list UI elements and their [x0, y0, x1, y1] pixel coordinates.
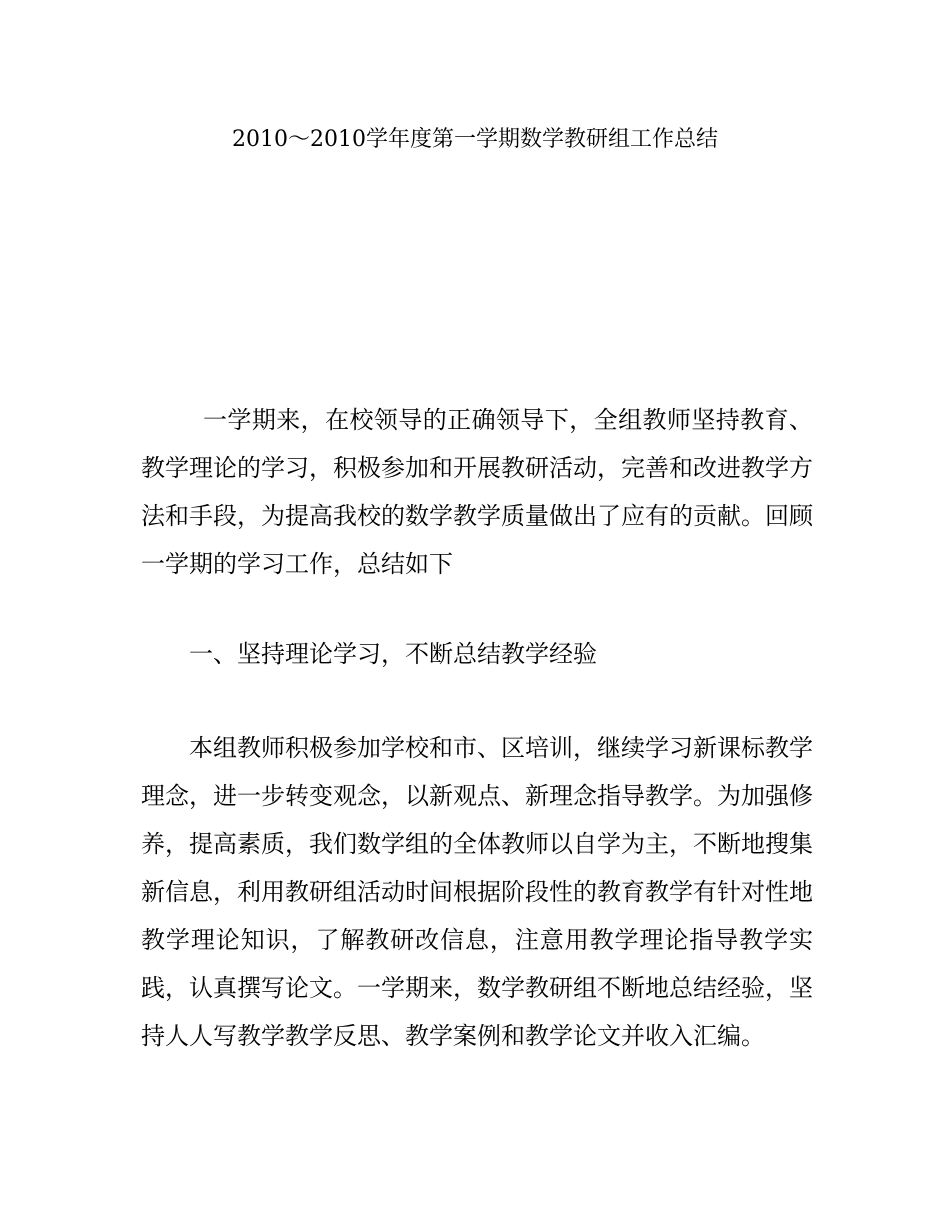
section-heading: 一、坚持理论学习，不断总结教学经验: [189, 640, 597, 668]
intro-paragraph: 一学期来，在校领导的正确领导下，全组教师坚持教育、教学理论的学习，积极参加和开展教研活动，完善和改进教学方法和手段，为提高我校的数学教学质量做出了应有的贡献。回顾一学期的学习工作，总结如下: [141, 406, 813, 578]
section-paragraph: 本组教师积极参加学校和市、区培训，继续学习新课标教学理念，进一步转变观念，以新观点、新理念指导教学。为加强修养，提高素质，我们数学组的全体教师以自学为主，不断地搜集新信息，利用教研组活动时间根据阶段性的教育教学有针对性地教学理论知识，了解教研改信息，注意用教学理论指导教学实践，认真撰写论文。一学期来，数学教研组不断地总结经验，坚持人人写教学教学反思、教学案例和教学论文并收入汇编。: [141, 734, 813, 1050]
document-title: 2010～2010学年度第一学期数学教研组工作总结: [232, 127, 718, 152]
